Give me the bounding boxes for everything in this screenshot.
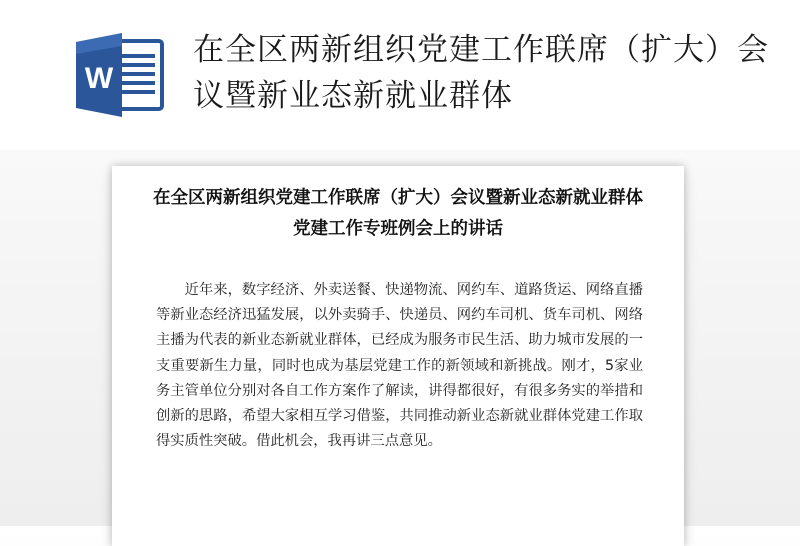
page-title: 在全区两新组织党建工作联席（扩大）会议暨新业态新就业群体	[193, 32, 769, 114]
word-icon	[74, 32, 166, 118]
document-preview	[112, 166, 684, 546]
word-icon-letter: W	[84, 62, 114, 95]
document-title: 在全区两新组织党建工作联席（扩大）会议暨新业态新就业群体党建工作专班例会上的讲话	[153, 188, 643, 239]
document-paragraph: 近年来，数字经济、外卖送餐、快递物流、网约车、道路货运、网络直播等新业态经济迅猛发展，以外卖骑手、快递员、网约车司机、货车司机、网络主播为代表的新业态新就业群体，已经成为服务市民生活、助力城市发展的一支重要新生力量，同时也成为基层党建工作的新领域和新挑战。刚才，5家业务主管单位分别对各自工作方案作了解读，讲得都很好，有很多务实的举措和创新的思路，希望大家相互学习借鉴，共同推动新业态新就业群体党建工作取得实质性突破。借此机会，我再讲三点意见。	[156, 282, 643, 450]
header	[0, 0, 800, 150]
